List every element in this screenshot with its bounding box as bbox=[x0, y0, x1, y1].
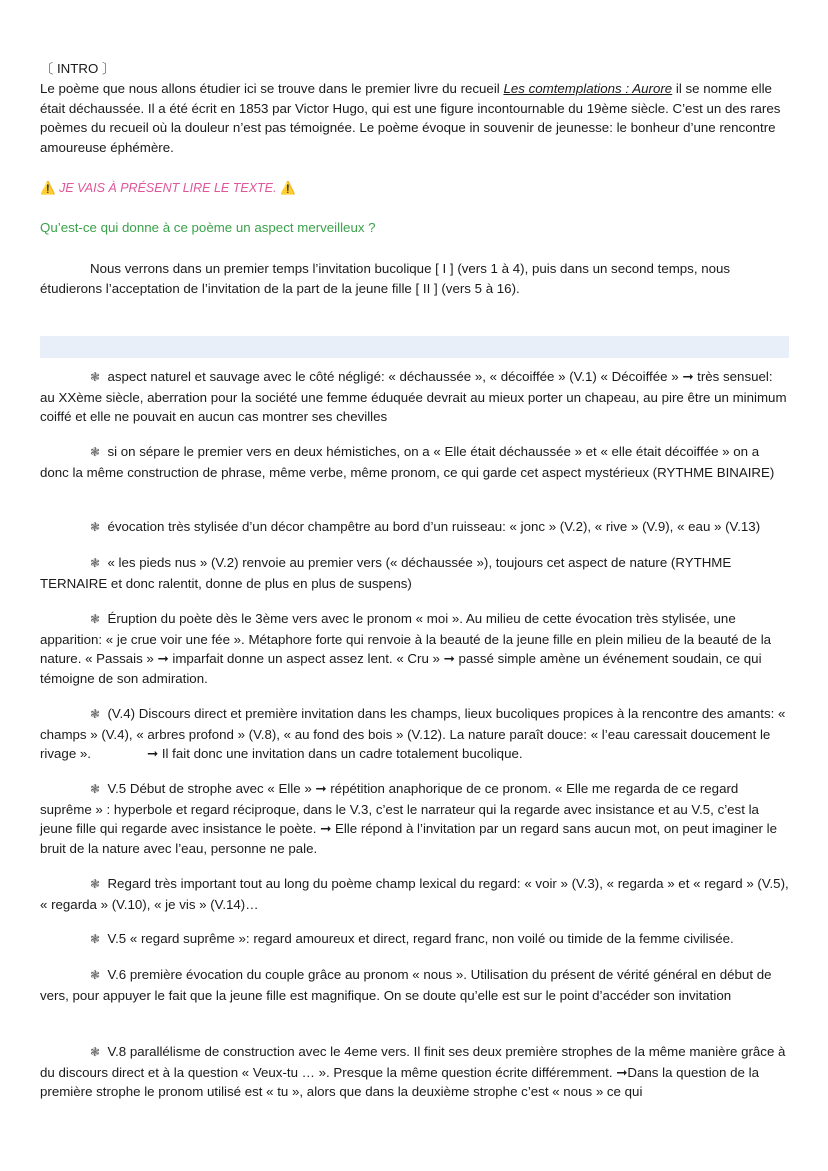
flower-bullet-icon: ❃ bbox=[90, 1045, 101, 1059]
flower-bullet-icon: ❃ bbox=[90, 932, 101, 946]
analysis-point: ❃ V.8 parallélisme de construction avec le 4eme vers. Il finit ses deux première strophes de la même manière grâce à du discours direct et à la question « Veux-tu … ». Presque la même question écrite différemment. ➞Dans la question de la première strophe le pronom utilisé est « tu », alors que dans la deuxième strophe c’est « nous » ce qui bbox=[40, 1044, 786, 1100]
flower-bullet-icon: ❃ bbox=[90, 556, 101, 570]
flower-bullet-icon: ❃ bbox=[90, 968, 101, 982]
analysis-point: ❃ V.5 « regard suprême »: regard amoureux et direct, regard franc, non voilé ou timide de la femme civilisée. bbox=[90, 931, 734, 946]
analysis-point: ❃ évocation très stylisée d’un décor champêtre au bord d’un ruisseau: « jonc » (V.2), « rive » (V.9), « eau » (V.13) bbox=[90, 519, 761, 534]
problematic-question: Qu’est-ce qui donne à ce poème un aspect merveilleux ? bbox=[40, 220, 376, 235]
analysis-point: ❃ (V.4) Discours direct et première invitation dans les champs, lieux bucoliques propices à la rencontre des amants: « champs » (V.4), « arbres profond » (V.8), « au fond des bois » (V.12). La nature paraît douce: « l’eau caressait doucement le rivage ». ➞ Il fait donc une invitation dans un cadre totalement bucolique. bbox=[40, 706, 786, 762]
warning-icon: ⚠️ bbox=[40, 181, 56, 195]
analysis-point: ❃ V.5 Début de strophe avec « Elle » ➞ répétition anaphorique de ce pronom. « Elle me regarda de ce regard suprême » : hyperbole et regard réciproque, dans le V.3, c’est le narrateur qui la regarde avec insistance et au V.5, c’est la jeune fille qui regarde avec insistance le poète. ➞ Elle répond à l’invitation par un regard sans aucun mot, on peut imaginer le bruit de la nature avec l’eau, personne ne pale. bbox=[40, 781, 778, 856]
analysis-point: ❃ Regard très important tout au long du poème champ lexical du regard: « voir » (V.3), « regarda » et « regard » (V.5), « regarda » (V.10), « je vis » (V.14)… bbox=[40, 876, 789, 912]
warning-text: JE VAIS À PRÉSENT LIRE LE TEXTE. bbox=[59, 181, 277, 195]
analysis-point: ❃ si on sépare le premier vers en deux hémistiches, on a « Elle était déchaussée » et « elle était décoiffée » on a donc la même construction de phrase, même verbe, même pronom, ce qui garde cet aspect mystérieux (RYTHME BINAIRE) bbox=[40, 444, 775, 480]
analysis-point: ❃ « les pieds nus » (V.2) renvoie au premier vers (« déchaussée »), toujours cet aspect de nature (RYTHME TERNAIRE et donc ralentit, donne de plus en plus de suspens) bbox=[40, 555, 732, 591]
flower-bullet-icon: ❃ bbox=[90, 782, 101, 796]
book-title: Les comtemplations : Aurore bbox=[503, 81, 673, 96]
plan-paragraph: Nous verrons dans un premier temps l’invitation bucolique [ I ] (vers 1 à 4), puis dans un second temps, nous étudierons l’acceptation de l’invitation de la part de la jeune fille [ II ] (vers 5 à 16). bbox=[40, 261, 731, 296]
analysis-point: ❃ V.6 première évocation du couple grâce au pronom « nous ». Utilisation du présent de vérité général en début de vers, pour appuyer le fait que la jeune fille est magnifique. On se doute qu’elle est sur le point d’accéder son invitation bbox=[40, 967, 772, 1003]
reading-warning bbox=[40, 179, 790, 199]
analysis-point: ❃ aspect naturel et sauvage avec le côté négligé: « déchaussée », « décoiffée » (V.1) « Décoiffée » ➞ très sensuel: au XXème siècle, aberration pour la société une femme éduquée devrait au mieux porter un chapeau, au pire être un minimum coiffé et elle ne pouvait en aucun cas montrer ses chevilles bbox=[40, 369, 787, 425]
flower-bullet-icon: ❃ bbox=[90, 707, 101, 721]
intro-heading: 〔 INTRO 〕 bbox=[40, 61, 116, 76]
analysis-conclusion: ➞ Il fait donc une invitation dans un cadre totalement bucolique. bbox=[147, 746, 523, 762]
flower-bullet-icon: ❃ bbox=[90, 520, 101, 534]
flower-bullet-icon: ❃ bbox=[90, 445, 101, 459]
intro-text-start: Le poème que nous allons étudier ici se trouve dans le premier livre du recueil bbox=[40, 81, 504, 96]
flower-bullet-icon: ❃ bbox=[90, 612, 101, 626]
intro-paragraph bbox=[40, 79, 790, 157]
intro-text-end: il se nomme elle était déchaussée. Il a été écrit en 1853 par Victor Hugo, qui est une figure incontournable du 19ème siècle. C’est un des rares poèmes du recueil où la douleur n’est pas témoignée. Le poème évoque in souvenir de jeunesse: le bonheur d’une rencontre amoureuse éphémère. bbox=[40, 81, 781, 155]
section-heading-band bbox=[40, 336, 789, 358]
flower-bullet-icon: ❃ bbox=[90, 877, 101, 891]
warning-icon: ⚠️ bbox=[279, 181, 296, 195]
flower-bullet-icon: ❃ bbox=[90, 370, 101, 384]
analysis-point: ❃ Éruption du poète dès le 3ème vers avec le pronom « moi ». Au milieu de cette évocation très stylisée, une apparition: « je crue voir une fée ». Métaphore forte qui renvoie à la beauté de la jeune fille en plein milieu de la beauté de la nature. « Passais » ➞ imparfait donne un aspect assez lent. « Cru » ➞ passé simple amène un événement soudain, ce qui témoigne de son admiration. bbox=[40, 611, 772, 686]
